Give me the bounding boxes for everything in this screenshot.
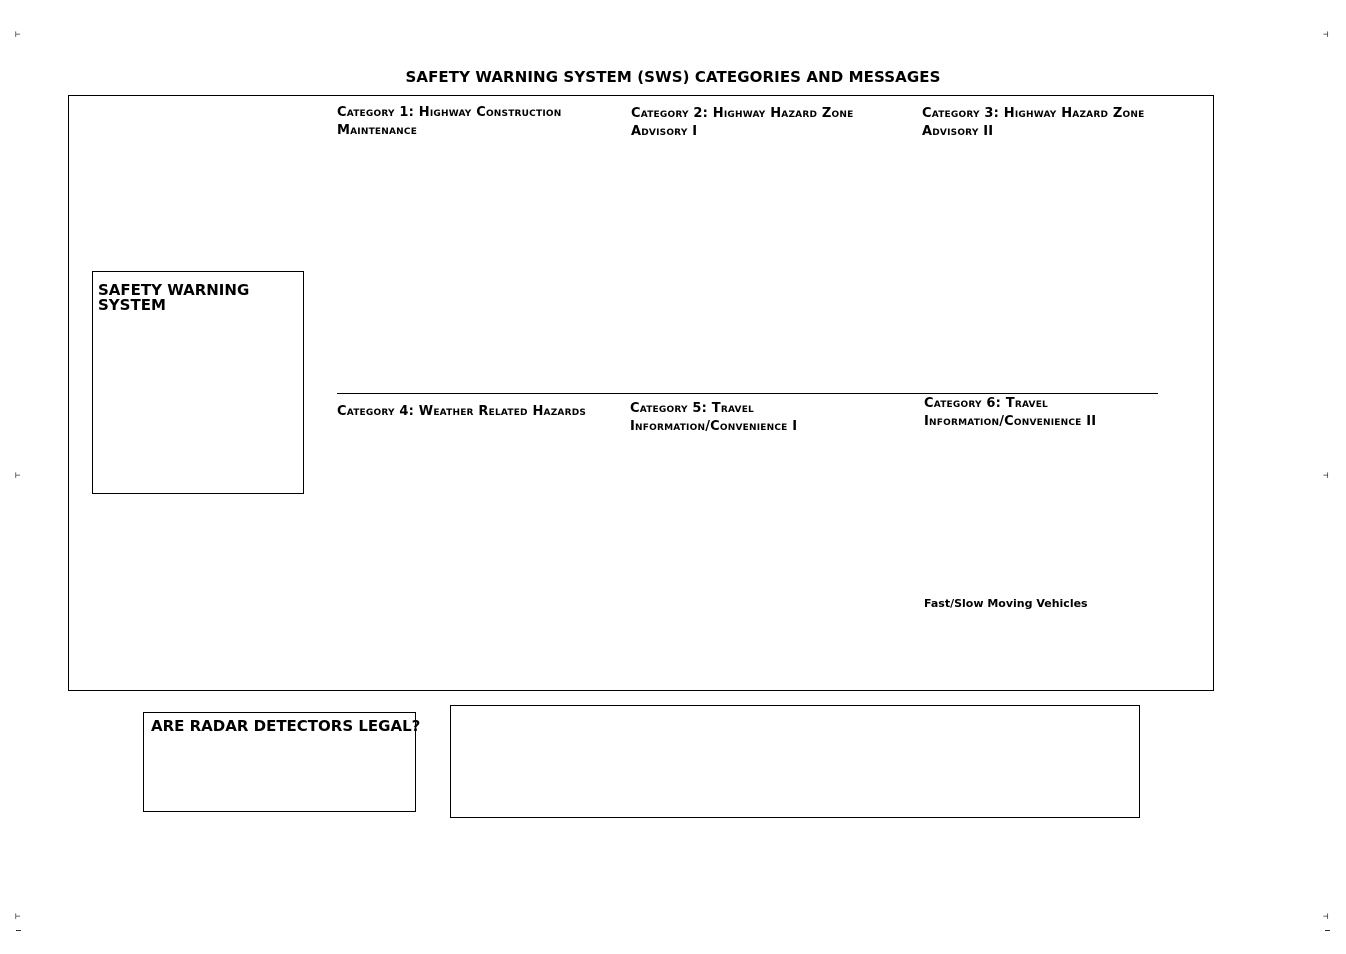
crop-mark-mid-right: ⊣ xyxy=(1323,471,1329,481)
row-divider xyxy=(337,393,1158,394)
category-4-heading: Category 4: Weather Related Hazards xyxy=(337,404,587,419)
category-6-message: Fast/Slow Moving Vehicles xyxy=(924,597,1088,610)
crop-dash-bottom-left xyxy=(16,930,21,931)
category-5-heading: Category 5: Travel Information/Convenience I xyxy=(630,401,798,434)
crop-mark-mid-left: ⊢ xyxy=(15,471,21,481)
answer-box xyxy=(450,705,1140,818)
category-3-heading: Category 3: Highway Hazard Zone Advisory II xyxy=(922,106,1145,139)
crop-mark-top-left: ⊢ xyxy=(15,30,21,40)
crop-dash-bottom-right xyxy=(1325,930,1330,931)
sws-center-box xyxy=(92,271,304,494)
crop-mark-top-right: ⊣ xyxy=(1323,30,1329,40)
category-6-heading: Category 6: Travel Information/Convenience II xyxy=(924,396,1097,429)
category-1-heading: Category 1: Highway Construction Maintenance xyxy=(337,105,562,138)
crop-mark-bottom-left: ⊢ xyxy=(15,912,21,922)
radar-question-label: ARE RADAR DETECTORS LEGAL? xyxy=(151,717,421,735)
crop-mark-bottom-right: ⊣ xyxy=(1323,912,1329,922)
page-title: SAFETY WARNING SYSTEM (SWS) CATEGORIES AND MESSAGES xyxy=(405,68,941,86)
category-2-heading: Category 2: Highway Hazard Zone Advisory I xyxy=(631,106,854,139)
sws-center-label: SAFETY WARNING SYSTEM xyxy=(98,281,250,314)
radar-question-box xyxy=(143,712,421,812)
